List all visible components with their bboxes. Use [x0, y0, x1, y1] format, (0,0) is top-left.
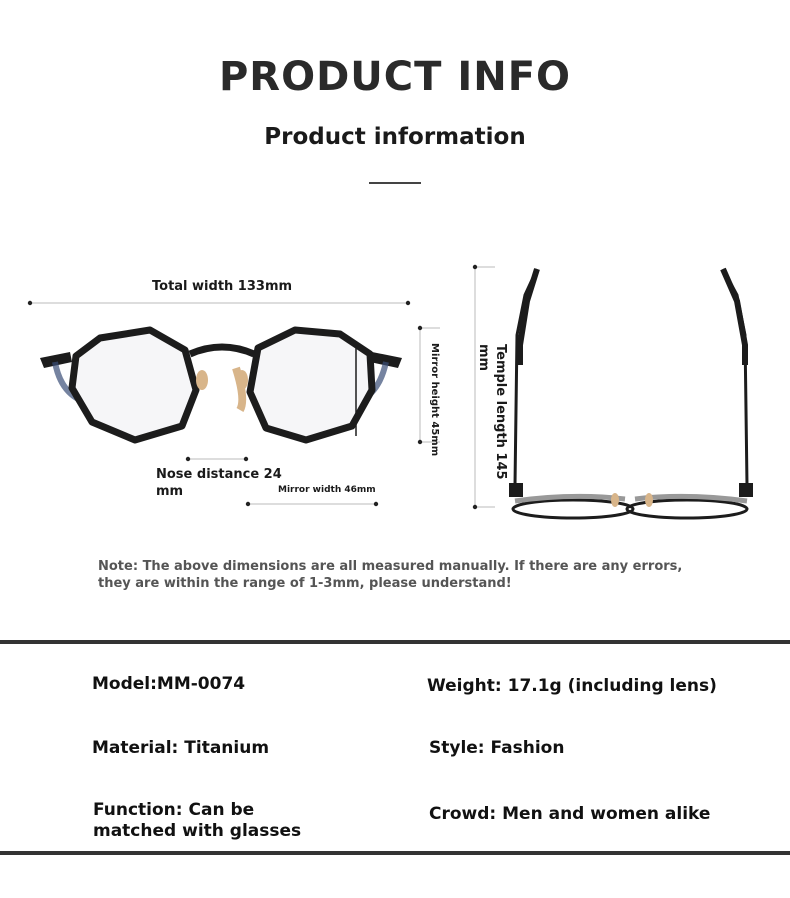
temple-length-label: Temple length 145 mm: [476, 344, 508, 480]
spec-crowd: Crowd: Men and women alike: [429, 804, 711, 824]
right-lens: [250, 330, 372, 440]
total-width-end-right: [406, 301, 410, 305]
spec-bottom-divider: [0, 851, 790, 855]
mirror-height-label: Mirror height 45mm: [429, 343, 440, 457]
nose-distance-label: Nose distance 24 mm: [156, 467, 282, 499]
mirror-width-label: Mirror width 46mm: [278, 485, 376, 495]
title-divider: [369, 182, 421, 184]
total-width-label: Total width 133mm: [152, 279, 293, 294]
bridge: [190, 347, 254, 354]
glasses-top-view: [465, 255, 765, 530]
spec-style: Style: Fashion: [429, 738, 565, 758]
spec-top-divider: [0, 640, 790, 644]
page-title: PRODUCT INFO: [218, 54, 572, 100]
total-width-end-left: [28, 301, 32, 305]
spec-weight: Weight: 17.1g (including lens): [427, 676, 717, 696]
spec-model: Model:MM-0074: [92, 674, 246, 694]
page-subtitle: Product information: [264, 124, 526, 150]
measurement-note: Note: The above dimensions are all measured manually. If there are any errors, they are within the range of 1-3mm, please understand!: [98, 559, 683, 591]
spec-function: Function: Can be matched with glasses: [93, 800, 302, 841]
left-nose-pad: [196, 370, 208, 390]
spec-material: Material: Titanium: [92, 738, 270, 758]
right-frame-rim: [627, 500, 747, 518]
left-lens: [72, 330, 196, 440]
